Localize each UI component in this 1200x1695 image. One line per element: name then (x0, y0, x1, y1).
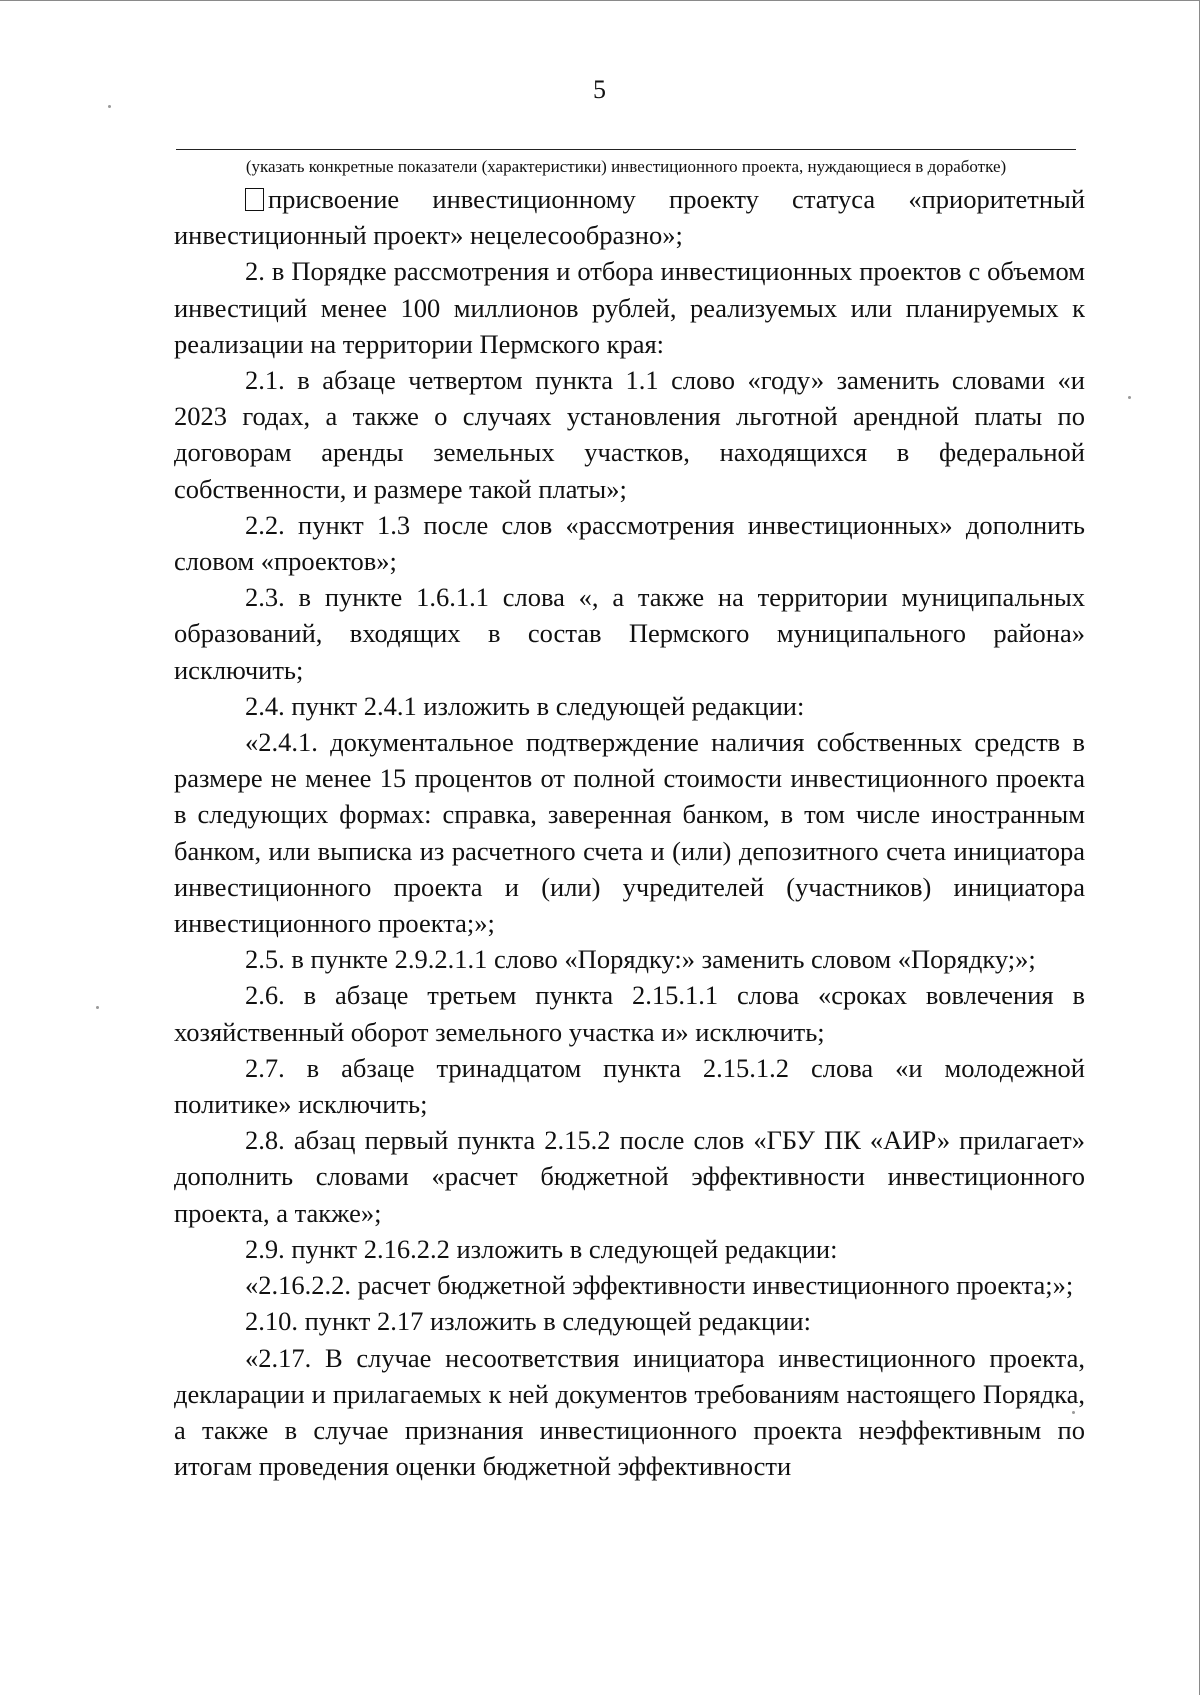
paragraph-2-9: 2.9. пункт 2.16.2.2 изложить в следующей редакции: (245, 1233, 838, 1264)
paragraph-2-2: 2.2. пункт 1.3 после слов «рассмотрения инвестиционных» дополнить словом «проектов»; (174, 509, 1085, 577)
paragraph-2-4-1: «2.4.1. документальное подтверждение наличия собственных средств в размере не менее 15 процентов от полной стоимости инвестиционного проекта в следующих формах: справка, заверенная банком, в том числе иностранным банком, или выписка из расчетного счета и (или) депозитного счета инициатора инвестиционного проекта и (или) учредителей (участников) инициатора инвестиционного проекта;»; (174, 727, 1085, 939)
paragraph-2-4: 2.4. пункт 2.4.1 изложить в следующей редакции: (245, 690, 805, 721)
scan-speck (96, 1006, 99, 1009)
fill-in-line (176, 149, 1076, 150)
paragraph-2-7: 2.7. в абзаце тринадцатом пункта 2.15.1.2 слова «и молодежной политике» исключить; (174, 1052, 1085, 1120)
scan-speck (108, 105, 111, 108)
paragraph-2-6: 2.6. в абзаце третьем пункта 2.15.1.1 слова «сроках вовлечения в хозяйственный оборот земельного участка и» исключить; (174, 980, 1085, 1047)
fill-in-caption: (указать конкретные показатели (характеристики) инвестиционного проекта, нуждающиеся в доработке) (245, 157, 1007, 176)
paragraph-2-16-2-2: «2.16.2.2. расчет бюджетной эффективности инвестиционного проекта;»; (245, 1270, 1074, 1301)
checkbox-paragraph (174, 181, 1085, 253)
checkbox-paragraph-text: присвоение инвестиционному проекту статуса «приоритетный инвестиционный проект» нецелесообразно»; (174, 184, 1085, 251)
document-body (174, 181, 1085, 1484)
paragraph-2-3: 2.3. в пункте 1.6.1.1 слова «, а также на территории муниципальных образований, входящих в состав Пермского муниципального района» исключить; (174, 582, 1085, 685)
scan-speck (1072, 1411, 1075, 1414)
paragraph-2-5: 2.5. в пункте 2.9.2.1.1 слово «Порядку:» заменить словом «Порядку;»; (245, 944, 1036, 975)
paragraph-2-10: 2.10. пункт 2.17 изложить в следующей редакции: (245, 1306, 811, 1337)
paragraph-2: 2. в Порядке рассмотрения и отбора инвестиционных проектов с объемом инвестиций менее 100 миллионов рублей, реализуемых или планируемых к реализации на территории Пермского края: (174, 256, 1085, 359)
paragraph-2-1: 2.1. в абзаце четвертом пункта 1.1 слово «году» заменить словами «и 2023 годах, а также о случаях установления льготной арендной платы по договорам аренды земельных участков, находящихся в федеральной собственности, и размере такой платы»; (174, 365, 1085, 504)
checkbox-icon (245, 188, 264, 211)
paragraph-2-17: «2.17. В случае несоответствия инициатора инвестиционного проекта, декларации и прилагаемых к ней документов требованиям настоящего Порядка, а также в случае признания инвестиционного проекта неэффективным по итогам проведения оценки бюджетной эффективности (174, 1342, 1085, 1482)
scan-speck (1128, 396, 1131, 399)
paragraph-2-8: 2.8. абзац первый пункта 2.15.2 после слов «ГБУ ПК «АИР» прилагает» дополнить словами «расчет бюджетной эффективности инвестиционного проекта, а также»; (174, 1125, 1085, 1228)
page-number: 5 (593, 75, 606, 104)
